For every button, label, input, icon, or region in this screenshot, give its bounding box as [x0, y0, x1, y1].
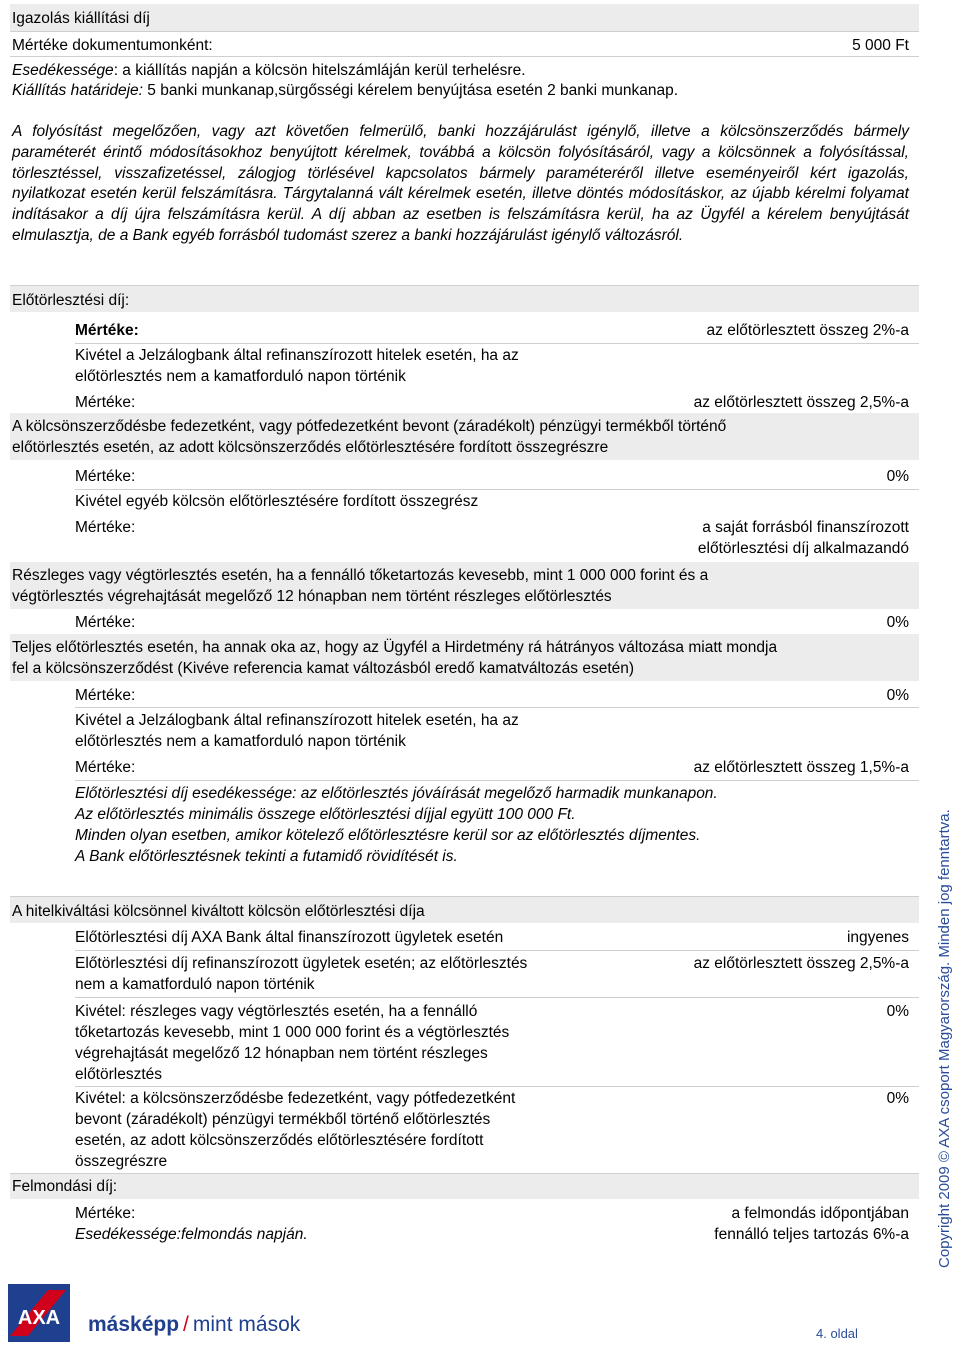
page-number: 4. oldal	[816, 1326, 858, 1341]
refi-row3-value: 0%	[886, 1003, 909, 1020]
fee-description-paragraph: A folyósítást megelőzően, vagy azt követően felmerülő, banki hozzájárulást igénylő, illetve a kölcsönszerződés bármely paraméterét érintő módosításokhoz benyújtott kérelmek, továbbá a kölcsön folyósításáról, vagy a kölcsönnek a folyósítással, törlesztéssel, visszafizetéssel, zálogjog törlésével kapcsolatos bármely paraméteréről illetve eseményeiről kért igazolás, nyilatkozat esetén kerül felszámításra. Tárgytalanná vált kérelmek esetén, illetve döntés módosításkor, az újabb kérelmi folyamat indításakor a díj újra felszámításra kerül. A díj abban az esetben is felszámításra kerül, ha az Ügyfél a kérelem benyújtását elmulasztja, de a Bank egyéb forrásból tudomást szerez a banki hozzájárulást igénylő változásról.	[12, 123, 909, 244]
brand-secondary: mint mások	[192, 1313, 301, 1336]
prepay-exception1-line1: Kivétel a Jelzálogbank által refinanszírozott hitelek esetén, ha az	[75, 347, 519, 364]
refi-row4-line1: Kivétel: a kölcsönszerződésbe fedezetként, vagy pótfedezetként	[75, 1090, 516, 1107]
prepay-exception2: Kivétel egyéb kölcsön előtörlesztésére fordított összegrész	[75, 493, 479, 510]
prepay-case1-line2: előtörlesztés esetén, az adott kölcsönszerződés előtörlesztésére fordított összegrészre	[12, 439, 609, 456]
prepay-measure6-value: 0%	[886, 687, 909, 704]
refi-row3-line1: Kivétel: részleges vagy végtörlesztés esetén, ha a fennálló	[75, 1003, 478, 1020]
prepay-measure4-value-line1: a saját forrásból finanszírozott	[702, 519, 909, 536]
refi-row4-value: 0%	[886, 1090, 909, 1107]
refi-row3-line4: előtörlesztés	[75, 1066, 163, 1083]
axa-logo-text: AXA	[17, 1307, 61, 1329]
refi-row4-line4: összegrészre	[75, 1153, 168, 1170]
prepay-measure3-label: Mértéke:	[75, 468, 136, 485]
deadline-text: 5 banki munkanap,sürgősségi kérelem benyújtása esetén 2 banki munkanap.	[142, 82, 679, 99]
prepay-measure2-value: az előtörlesztett összeg 2,5%-a	[693, 394, 909, 411]
prepay-exception1-line2: előtörlesztés nem a kamatforduló napon történik	[75, 368, 406, 385]
prepay-measure5-label: Mértéke:	[75, 614, 136, 631]
axa-logo	[8, 1284, 70, 1342]
section-header-prepayment	[10, 286, 919, 312]
refi-row4-line3: esetén, az adott kölcsönszerződés előtörlesztésére fordított	[75, 1132, 484, 1149]
section-header-cancellation	[10, 1174, 919, 1199]
prepay-exception3-line1: Kivétel a Jelzálogbank által refinanszírozott hitelek esetén, ha az	[75, 712, 519, 729]
prepayment-title: Előtörlesztési díj:	[12, 292, 130, 309]
copyright-vertical: Copyright 2009 © AXA csoport Magyarország. Minden jog fenntartva.	[936, 809, 953, 1268]
refi-row3-line3: végrehajtását megelőző 12 hónapban nem történt részleges	[75, 1045, 488, 1062]
prepay-note-due: Előtörlesztési díj esedékessége: az előtörlesztés jóváírását megelőző harmadik munkanapon.	[75, 785, 718, 802]
due-text: : a kiállítás napján a kölcsön hitelszámláján kerül terhelésre.	[113, 62, 526, 79]
cancellation-due: Esedékessége:felmondás napján.	[75, 1226, 308, 1243]
cancellation-title: Felmondási díj:	[12, 1178, 118, 1195]
prepay-case2-line1: Részleges vagy végtörlesztés esetén, ha a fennálló tőketartozás kevesebb, mint 1 000 000 forint és a	[12, 567, 709, 584]
refi-row2-line2: nem a kamatforduló napon történik	[75, 976, 315, 993]
prepay-note-mandatory: Minden olyan esetben, amikor kötelező előtörlesztésre kerül sor az előtörlesztés díjmentes.	[75, 827, 701, 844]
prepay-measure1-label: Mértéke:	[75, 322, 139, 339]
refi-row3-line2: tőketartozás kevesebb, mint 1 000 000 forint és a végtörlesztés	[75, 1024, 510, 1041]
refi-row1-label: Előtörlesztési díj AXA Bank által finanszírozott ügyletek esetén	[75, 929, 504, 946]
prepay-measure5-value: 0%	[886, 614, 909, 631]
refi-row1-value: ingyenes	[846, 929, 909, 946]
certificate-due	[12, 60, 526, 81]
prepay-case2-line2: végtörlesztés végrehajtását megelőző 12 hónapban nem történt részleges előtörlesztés	[12, 588, 612, 605]
refi-row2-line1: Előtörlesztési díj refinanszírozott ügyletek esetén; az előtörlesztés	[75, 955, 528, 972]
footer-brand	[88, 1313, 300, 1337]
prepay-measure4-label: Mértéke:	[75, 519, 136, 536]
prepay-measure1-value: az előtörlesztett összeg 2%-a	[706, 322, 909, 339]
cancellation-measure-label: Mértéke:	[75, 1205, 136, 1222]
brand-primary: másképp	[88, 1313, 180, 1336]
prepay-note-term: A Bank előtörlesztésnek tekinti a futamidő rövidítését is.	[75, 848, 458, 865]
prepay-measure2-label: Mértéke:	[75, 394, 136, 411]
prepay-measure7-label: Mértéke:	[75, 759, 136, 776]
prepay-case1-line1: A kölcsönszerződésbe fedezetként, vagy pótfedezetként bevont (záradékolt) pénzügyi termékből történő	[12, 418, 727, 435]
refi-row4-line2: bevont (záradékolt) pénzügyi termékből történő előtörlesztés	[75, 1111, 491, 1128]
brand-slash: /	[183, 1313, 189, 1336]
prepay-measure4-value-line2: előtörlesztési díj alkalmazandó	[697, 540, 909, 557]
refi-row2-value: az előtörlesztett összeg 2,5%-a	[693, 955, 909, 972]
due-label: Esedékessége	[12, 62, 114, 79]
cancellation-value-line1: a felmondás időpontjában	[731, 1205, 909, 1222]
prepay-case3-line1: Teljes előtörlesztés esetén, ha annak oka az, hogy az Ügyfél a Hirdetmény rá hátrányos változása miatt mondja	[12, 639, 778, 656]
prepay-measure3-value: 0%	[886, 468, 909, 485]
certificate-deadline	[12, 80, 678, 101]
cancellation-value-line2: fennálló teljes tartozás 6%-a	[714, 1226, 909, 1243]
prepay-measure6-label: Mértéke:	[75, 687, 136, 704]
prepay-note-minimum: Az előtörlesztés minimális összege előtörlesztési díjjal együtt 100 000 Ft.	[75, 806, 576, 823]
certificate-title: Igazolás kiállítási díj	[12, 10, 150, 27]
prepay-exception3-line2: előtörlesztés nem a kamatforduló napon történik	[75, 733, 406, 750]
refinance-title: A hitelkiváltási kölcsönnel kiváltott kölcsön előtörlesztési díja	[12, 903, 425, 920]
certificate-measure-label: Mértéke dokumentumonként:	[12, 37, 213, 54]
prepay-measure7-value: az előtörlesztett összeg 1,5%-a	[693, 759, 909, 776]
deadline-label: Kiállítás határideje:	[12, 82, 143, 99]
certificate-measure-value: 5 000 Ft	[852, 37, 909, 54]
prepay-case3-line2: fel a kölcsönszerződést (Kivéve referencia kamat változásból eredő kamatváltozás esetén)	[12, 660, 635, 677]
